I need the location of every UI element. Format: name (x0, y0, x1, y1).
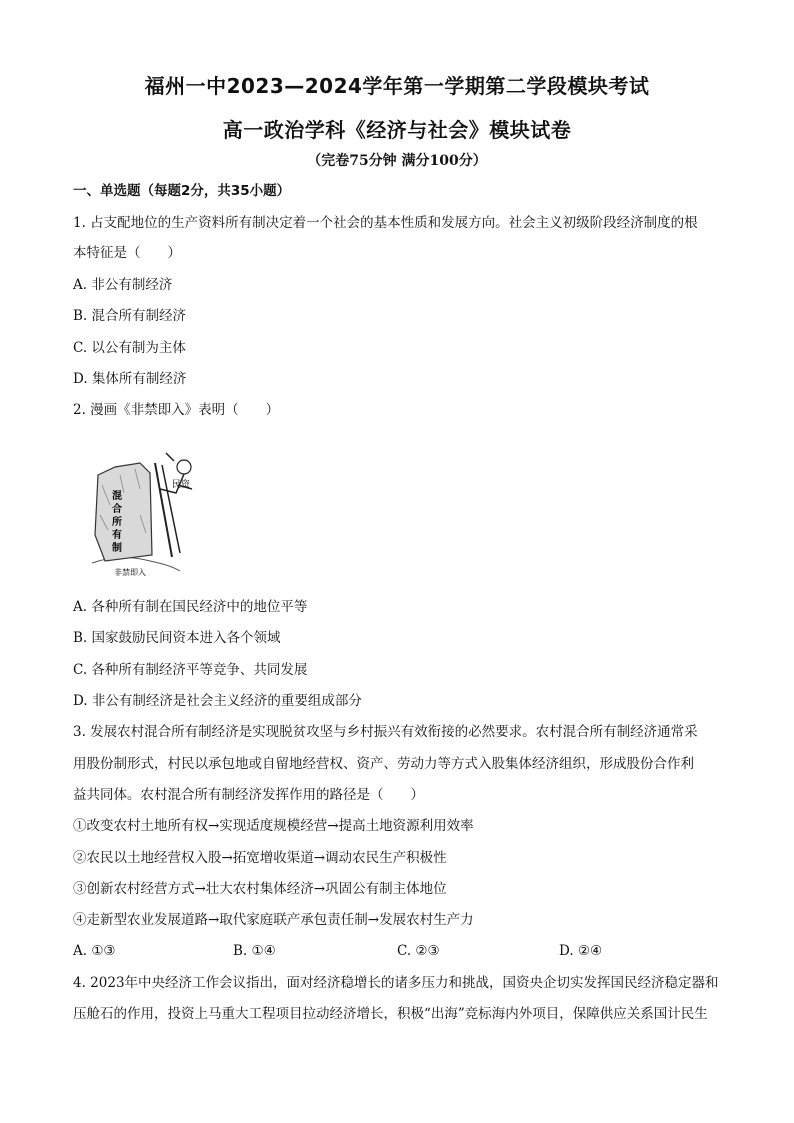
cartoon-body-char-4: 有 (112, 530, 122, 541)
cartoon-body-char-1: 混 (112, 491, 122, 502)
q3-option-d: D. ②④ (559, 943, 603, 959)
cartoon-body-char-2: 合 (112, 504, 122, 515)
q3-item-2: ②农民以土地经营权入股→拓宽增收渠道→调动农民生产积极性 (73, 850, 447, 866)
q4-stem-line1: 4. 2023年中央经济工作会议指出，面对经济稳增长的诸多压力和挑战，国资央企切实发挥国民经济稳定器和 (73, 975, 719, 991)
q3-item-1: ①改变农村土地所有权→实现适度规模经营→提高土地资源利用效率 (73, 818, 474, 834)
q1-option-b: B. 混合所有制经济 (73, 308, 187, 324)
q1-option-c: C. 以公有制为主体 (73, 340, 186, 356)
cartoon-label-minzi: 民资 (172, 480, 191, 490)
q1-stem-line1: 1. 占支配地位的生产资料所有制决定着一个社会的基本性质和发展方向。社会主义初级阶段经济制度的根 (73, 215, 698, 231)
q1-option-d: D. 集体所有制经济 (73, 371, 187, 387)
q4-stem-line2: 压舱石的作用，投资上马重大工程项目拉动经济增长，积极“出海”竞标海内外项目，保障供应关系国计民生 (73, 1006, 708, 1022)
exam-title: 福州一中2023—2024学年第一学期第二学段模块考试 (144, 74, 650, 98)
q2-option-d: D. 非公有制经济是社会主义经济的重要组成部分 (73, 693, 362, 709)
q3-item-3: ③创新农村经营方式→壮大农村集体经济→巩固公有制主体地位 (73, 881, 447, 897)
q3-stem-line3: 益共同体。农村混合所有制经济发挥作用的路径是（ ） (73, 787, 424, 803)
cartoon-body-char-3: 所 (112, 517, 122, 528)
q3-option-a: A. ①③ (73, 943, 116, 959)
q3-stem-line1: 3. 发展农村混合所有制经济是实现脱贫攻坚与乡村振兴有效衔接的必然要求。农村混合所有制经济通常采 (73, 724, 698, 740)
q3-item-4: ④走新型农业发展道路→取代家庭联产承包责任制→发展农村生产力 (73, 912, 474, 928)
q3-stem-line2: 用股份制形式，村民以承包地或自留地经营权、资产、劳动力等方式入股集体经济组织，形成股份合作利 (73, 756, 694, 772)
q3-option-c: C. ②③ (397, 943, 440, 959)
exam-subtitle: 高一政治学科《经济与社会》模块试卷 (222, 118, 572, 142)
cartoon-caption: 非禁即入 (114, 568, 146, 577)
q1-stem-line2: 本特征是（ ） (73, 245, 181, 261)
section-heading: 一、单选题（每题2分，共35小题） (73, 183, 291, 199)
q1-option-a: A. 非公有制经济 (73, 277, 173, 293)
exam-info: （完卷75分钟 满分100分） (307, 153, 487, 169)
q2-option-a: A. 各种所有制在国民经济中的地位平等 (73, 599, 308, 615)
q3-option-b: B. ①④ (233, 943, 276, 959)
cartoon-image (80, 445, 210, 580)
cartoon-body-char-5: 制 (112, 543, 122, 554)
q2-option-c: C. 各种所有制经济平等竞争、共同发展 (73, 662, 308, 678)
q2-option-b: B. 国家鼓励民间资本进入各个领域 (73, 630, 281, 646)
q2-stem: 2. 漫画《非禁即入》表明（ ） (73, 402, 280, 418)
